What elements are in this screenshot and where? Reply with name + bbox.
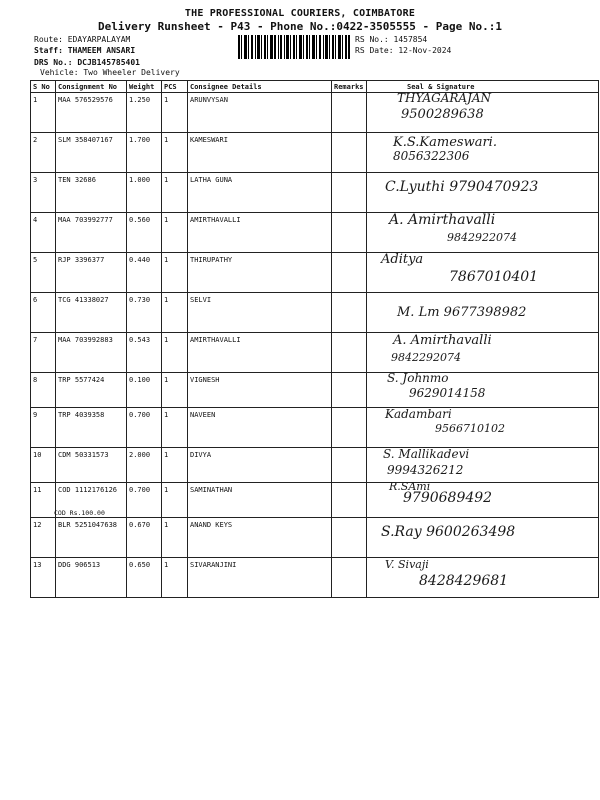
signature-phone: 9790689492: [403, 490, 493, 506]
cell-consignment: [56, 213, 127, 253]
table-row: [31, 253, 599, 293]
signature-handwriting: THYAGARAJAN: [397, 91, 492, 105]
cell-pcs: [162, 93, 188, 133]
cell-pcs-text: 1: [164, 296, 169, 304]
cell-sno: [31, 173, 56, 213]
signature-handwriting: S. Mallikadevi: [383, 447, 470, 461]
cell-sno-text: 5: [33, 256, 38, 264]
cell-consignment-text: TRP 4039358: [58, 411, 105, 419]
cell-weight-text: 0.543: [129, 336, 151, 344]
cell-consignee: [188, 293, 332, 333]
cell-signature: [367, 408, 599, 448]
cell-consignment: [56, 373, 127, 408]
cell-sno: [31, 253, 56, 293]
cell-consignment-text: MAA 703992777: [58, 216, 113, 224]
cell-remarks: [332, 448, 367, 483]
cell-sno-text: 3: [33, 176, 38, 184]
cell-sno: [31, 293, 56, 333]
signature-phone: 9842922074: [447, 231, 517, 244]
cell-signature: [367, 333, 599, 373]
cell-remarks: [332, 518, 367, 558]
cell-consignee: [188, 518, 332, 558]
cell-consignment: [56, 518, 127, 558]
cell-sno-text: 8: [33, 376, 38, 384]
cell-sno-text: 1: [33, 96, 38, 104]
cell-pcs: [162, 408, 188, 448]
cell-pcs: [162, 333, 188, 373]
cell-sno-text: 13: [33, 561, 42, 569]
cell-pcs-text: 1: [164, 136, 169, 144]
cell-consignee-text: SIVARANJINI: [190, 561, 237, 569]
cell-sno-text: 4: [33, 216, 38, 224]
cell-weight-text: 0.670: [129, 521, 151, 529]
col-consignee-header: Consignee Details: [188, 81, 332, 93]
cell-consignment: [56, 293, 127, 333]
cell-consignee-text: LATHA GUNA: [190, 176, 233, 184]
cell-pcs: [162, 133, 188, 173]
cell-remarks: [332, 333, 367, 373]
cell-consignee: [188, 373, 332, 408]
cell-weight: [127, 518, 162, 558]
vehicle-label: Vehicle: Two Wheeler Delivery: [40, 68, 180, 77]
cell-weight: [127, 253, 162, 293]
table-row: [31, 293, 599, 333]
table-row: [31, 448, 599, 483]
cell-sno: [31, 333, 56, 373]
table-header-row: [31, 81, 599, 93]
cell-consignment-text: DDG 906513: [58, 561, 101, 569]
cell-sno-text: 2: [33, 136, 38, 144]
cell-signature: [367, 253, 599, 293]
cell-consignment-text: MAA 576529576: [58, 96, 113, 104]
cell-sno: [31, 93, 56, 133]
col-remarks-header: Remarks: [332, 81, 367, 93]
signature-phone: 9566710102: [435, 422, 505, 435]
cell-consignment-text: TCG 41338027: [58, 296, 109, 304]
col-consignment-header: Consignment No: [56, 81, 127, 93]
cell-remarks: [332, 558, 367, 598]
cell-sno-text: 7: [33, 336, 38, 344]
cell-signature: [367, 173, 599, 213]
cell-remarks: [332, 253, 367, 293]
cell-consignee-text: SAMINATHAN: [190, 486, 233, 494]
cell-consignee: [188, 448, 332, 483]
cell-consignee: [188, 133, 332, 173]
signature-handwriting: R.SAmi: [389, 480, 431, 493]
cell-weight-text: 1.700: [129, 136, 151, 144]
cell-weight-text: 1.000: [129, 176, 151, 184]
table-row: [31, 408, 599, 448]
cell-signature: [367, 480, 599, 518]
cell-consignee-text: KAMESWARI: [190, 136, 228, 144]
barcode: [238, 35, 350, 59]
cell-consignment-text: RJP 3396377: [58, 256, 105, 264]
cell-weight: [127, 293, 162, 333]
col-sno-header: S No: [31, 81, 56, 93]
cell-weight-text: 0.650: [129, 561, 151, 569]
cell-weight-text: 0.700: [129, 411, 151, 419]
cell-sno: [31, 558, 56, 598]
table-row: [31, 213, 599, 253]
table-row: [31, 483, 599, 518]
drs-number: DRS No.: DCJB145785401: [34, 58, 140, 67]
cell-signature: [367, 518, 599, 558]
col-weight-header: Weight: [127, 81, 162, 93]
cell-consignee-text: THIRUPATHY: [190, 256, 233, 264]
cell-signature: [367, 293, 599, 333]
signature-handwriting: A. Amirthavalli: [389, 212, 496, 228]
cell-pcs: [162, 213, 188, 253]
cell-weight-text: 0.100: [129, 376, 151, 384]
cell-pcs: [162, 483, 188, 518]
signature-handwriting: S. Johnmo: [387, 371, 449, 385]
cell-consignee: [188, 173, 332, 213]
cell-pcs-text: 1: [164, 376, 169, 384]
cell-sno: [31, 483, 56, 518]
cell-consignee: [188, 93, 332, 133]
cell-weight: [127, 483, 162, 518]
cell-pcs: [162, 173, 188, 213]
cell-pcs: [162, 448, 188, 483]
cell-consignment: [56, 253, 127, 293]
cell-consignment: [56, 173, 127, 213]
cell-consignment-text: BLR 5251047638: [58, 521, 118, 529]
cell-weight: [127, 408, 162, 448]
cell-consignee-text: ARUNVYSAN: [190, 96, 228, 104]
cell-consignee-text: DIVYA: [190, 451, 212, 459]
table-row: [31, 518, 599, 558]
cell-pcs-text: 1: [164, 216, 169, 224]
signature-phone: 8056322306: [393, 149, 470, 163]
cell-consignment-text: TEN 32686: [58, 176, 96, 184]
signature-handwriting: M. Lm 9677398982: [397, 305, 527, 320]
cell-consignment: [56, 483, 127, 518]
cell-weight: [127, 448, 162, 483]
cell-remarks: [332, 173, 367, 213]
cell-consignment: [56, 448, 127, 483]
cell-consignment: [56, 333, 127, 373]
cell-weight-text: 0.440: [129, 256, 151, 264]
signature-phone: 7867010401: [449, 269, 539, 285]
cell-consignment-text: TRP 5577424: [58, 376, 105, 384]
cell-consignment: [56, 93, 127, 133]
col-pcs-header: PCS: [162, 81, 188, 93]
signature-phone: 9994326212: [387, 463, 464, 477]
cell-consignment-text: MAA 703992883: [58, 336, 113, 344]
rs-date: RS Date: 12-Nov-2024: [355, 46, 452, 55]
cell-consignment: [56, 558, 127, 598]
runsheet-subtitle: Delivery Runsheet - P43 - Phone No.:0422-3505555 - Page No.:1: [98, 20, 502, 33]
cell-consignment-text: SLM 358407167: [58, 136, 113, 144]
cell-sno-text: 6: [33, 296, 38, 304]
cell-pcs: [162, 293, 188, 333]
cell-consignment-text: CDM 50331573: [58, 451, 109, 459]
cell-consignee: [188, 558, 332, 598]
signature-handwriting: V. Sivaji: [385, 558, 429, 571]
table-row: [31, 173, 599, 213]
table-row: [31, 333, 599, 373]
route-label: Route: EDAYARPALAYAM: [34, 35, 131, 44]
cell-consignee-text: ANAND KEYS: [190, 521, 233, 529]
cell-remarks: [332, 373, 367, 408]
company-title: THE PROFESSIONAL COURIERS, COIMBATORE: [184, 8, 416, 19]
cod-amount: COD Rs.100.00: [54, 509, 105, 517]
cell-sno: [31, 133, 56, 173]
cell-consignment: [56, 408, 127, 448]
cell-sno: [31, 518, 56, 558]
cell-pcs: [162, 518, 188, 558]
cell-sno-text: 9: [33, 411, 38, 419]
cell-pcs-text: 1: [164, 521, 169, 529]
cell-sno: [31, 213, 56, 253]
cell-remarks: [332, 483, 367, 518]
cell-consignee: [188, 483, 332, 518]
cell-weight-text: 0.700: [129, 486, 151, 494]
staff-label: Staff: THAMEEM ANSARI: [34, 46, 136, 55]
cell-consignee: [188, 333, 332, 373]
cell-signature: [367, 373, 599, 408]
cell-remarks: [332, 93, 367, 133]
cell-consignee: [188, 213, 332, 253]
cell-weight-text: 2.000: [129, 451, 151, 459]
cell-consignment-text: COD 1112176126: [58, 486, 118, 494]
cell-pcs-text: 1: [164, 336, 169, 344]
cell-sno: [31, 448, 56, 483]
cell-remarks: [332, 133, 367, 173]
cell-pcs-text: 1: [164, 486, 169, 494]
runsheet-table: [30, 80, 599, 598]
col-seal-header: Seal & Signature: [367, 81, 599, 93]
signature-handwriting: C.Lyuthi 9790470923: [385, 179, 539, 195]
cell-signature: [367, 558, 599, 598]
cell-signature: [367, 93, 599, 133]
cell-consignee: [188, 408, 332, 448]
cell-consignment: [56, 133, 127, 173]
cell-weight-text: 1.250: [129, 96, 151, 104]
cell-weight: [127, 558, 162, 598]
cell-consignee-text: AMIRTHAVALLI: [190, 216, 241, 224]
cell-pcs-text: 1: [164, 411, 169, 419]
cell-weight-text: 0.560: [129, 216, 151, 224]
signature-phone: 9629014158: [409, 386, 486, 400]
cell-sno: [31, 373, 56, 408]
cell-sno-text: 11: [33, 486, 42, 494]
cell-consignee-text: VIGNESH: [190, 376, 220, 384]
table-row: [31, 93, 599, 133]
cell-pcs-text: 1: [164, 176, 169, 184]
cell-sno: [31, 408, 56, 448]
signature-handwriting: A. Amirthavalli: [393, 333, 492, 348]
cell-sno-text: 12: [33, 521, 42, 529]
cell-weight: [127, 133, 162, 173]
cell-pcs: [162, 253, 188, 293]
cell-consignee-text: AMIRTHAVALLI: [190, 336, 241, 344]
cell-pcs: [162, 373, 188, 408]
table-row: [31, 558, 599, 598]
table-row: [31, 133, 599, 173]
cell-sno-text: 10: [33, 451, 42, 459]
cell-weight: [127, 93, 162, 133]
signature-handwriting: Aditya: [381, 252, 424, 267]
cell-pcs-text: 1: [164, 561, 169, 569]
cell-signature: [367, 133, 599, 173]
signature-handwriting: K.S.Kameswari.: [393, 135, 497, 150]
cell-weight: [127, 373, 162, 408]
signature-handwriting: S.Ray 9600263498: [381, 524, 516, 540]
cell-weight: [127, 173, 162, 213]
cell-pcs: [162, 558, 188, 598]
cell-pcs-text: 1: [164, 256, 169, 264]
cell-signature: [367, 213, 599, 253]
cell-remarks: [332, 213, 367, 253]
cell-weight-text: 0.730: [129, 296, 151, 304]
cell-consignee-text: SELVI: [190, 296, 212, 304]
signature-phone: 9500289638: [401, 107, 484, 122]
signature-handwriting: Kadambari: [385, 407, 452, 421]
cell-consignee-text: NAVEEN: [190, 411, 216, 419]
cell-pcs-text: 1: [164, 96, 169, 104]
cell-remarks: [332, 408, 367, 448]
signature-phone: 9842292074: [391, 351, 461, 364]
signature-phone: 8428429681: [419, 573, 509, 589]
cell-weight: [127, 213, 162, 253]
table-row: [31, 373, 599, 408]
cell-consignee: [188, 253, 332, 293]
cell-remarks: [332, 293, 367, 333]
cell-weight: [127, 333, 162, 373]
cell-signature: [367, 448, 599, 483]
rs-number: RS No.: 1457854: [355, 35, 428, 44]
cell-pcs-text: 1: [164, 451, 169, 459]
